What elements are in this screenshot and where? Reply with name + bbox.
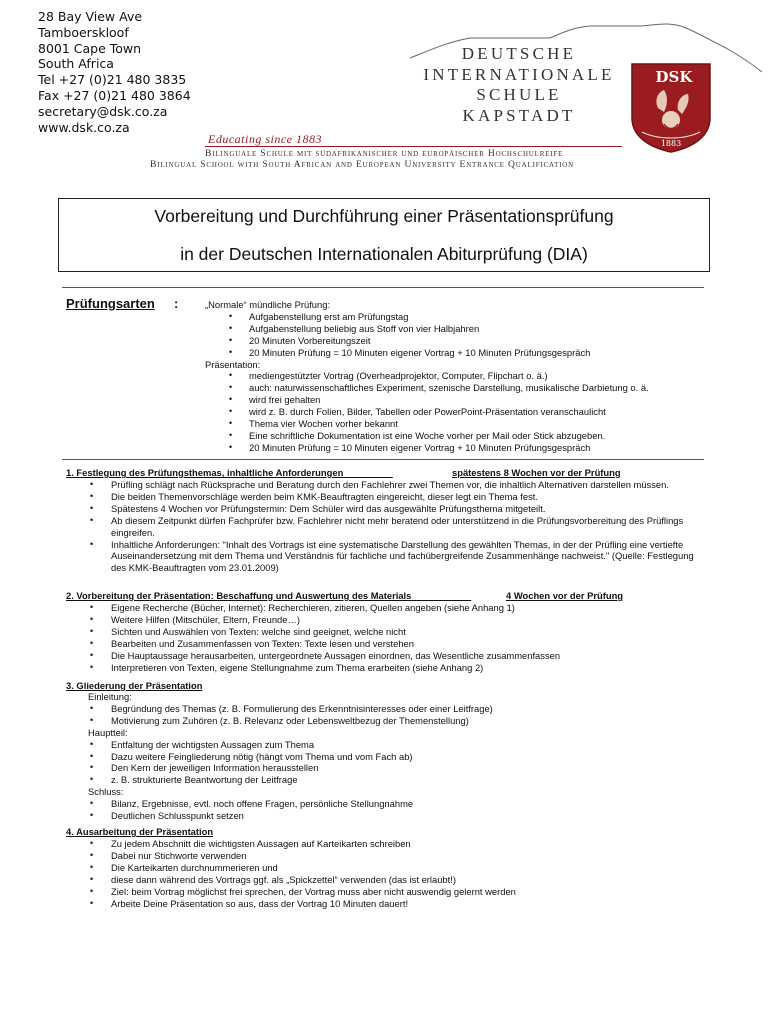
section3-heading: 3. Gliederung der Präsentation: [66, 680, 203, 691]
school-name-line: INTERNATIONALE: [423, 64, 615, 84]
address-phone: Tel +27 (0)21 480 3835: [38, 72, 187, 88]
pruefungsarten-content: [205, 299, 649, 454]
address-country: South Africa: [38, 56, 114, 72]
address-city: 8001 Cape Town: [38, 40, 142, 56]
schluss-label: Schluss:: [88, 786, 124, 798]
list-item: • Die Hauptaussage herausarbeiten, untergeordnete Aussagen einordnen, das Wesentliche zusammenfassen: [111, 650, 560, 662]
address-email: secretary@dsk.co.za: [38, 103, 168, 119]
header-divider: [205, 146, 622, 147]
list-item: • Eigene Recherche (Bücher, Internet): Recherchieren, zitieren, Quellen angeben (siehe Anhang 1): [111, 602, 560, 614]
list-item: • mediengestützter Vortrag (Overheadprojektor, Computer, Flipchart o. ä.): [249, 370, 649, 382]
list-item: • Motivierung zum Zuhören (z. B. Relevanz oder Lebensweltbezug der Themenstellung): [111, 715, 493, 727]
crest-year: 1883: [660, 139, 682, 148]
school-address: [38, 9, 191, 135]
section4-heading: 4. Ausarbeitung der Präsentation: [66, 826, 214, 837]
list-item: • Bearbeiten und Zusammenfassen von Texten: Texte lesen und verstehen: [111, 638, 560, 650]
school-name-line: KAPSTADT: [462, 105, 576, 125]
section-divider: [62, 287, 704, 288]
list-item: • Die beiden Themenvorschläge werden beim KMK-Beauftragten eingereicht, dieser legt ein Thema fest.: [111, 491, 705, 503]
hauptteil-label: Hauptteil:: [88, 726, 128, 738]
presentation-title: Präsentation:: [205, 358, 261, 370]
address-district: Tamboerskloof: [38, 24, 129, 40]
list-item: • Zu jedem Abschnitt die wichtigsten Aussagen auf Karteikarten schreiben: [111, 838, 516, 850]
section1-deadline: spätestens 8 Wochen vor der Prüfung: [452, 467, 621, 478]
pruefungsarten-label: Prüfungsarten: [66, 296, 155, 311]
section4-list: [111, 838, 516, 909]
list-item: • Bilanz, Ergebnisse, evtl. noch offene Fragen, persönliche Stellungnahme: [111, 798, 493, 810]
school-slogan: Educating since 1883: [208, 132, 322, 146]
list-item: • Aufgabenstellung erst am Prüfungstag: [249, 311, 649, 323]
pruefungsarten-colon: :: [174, 296, 179, 311]
section2-content: [66, 602, 560, 673]
section4-content: [66, 838, 516, 909]
list-item: • Interpretieren von Texten, eigene Stellungnahme zum Thema erarbeiten (siehe Anhang 2): [111, 662, 560, 674]
document-title-box: [58, 198, 710, 272]
subtitle-english: Bilingual School with South African and European University Entrance Qualification: [150, 159, 574, 170]
list-item: • Begründung des Themas (z. B. Formulierung des Erkenntnisinteresses oder einer Leitfrage): [111, 703, 493, 715]
list-item: • Prüfling schlägt nach Rücksprache und Beratung durch den Fachlehrer zwei Themen vor, die inhaltlich Alternativen darstellen müssen.: [111, 479, 705, 491]
list-item: • z. B. strukturierte Beantwortung der Leitfrage: [111, 774, 493, 786]
hauptteil-list: [111, 739, 493, 787]
list-item: • Ab diesem Zeitpunkt dürfen Fachprüfer bzw. Fachlehrer nicht mehr beratend oder unterstützend in die Prüfungsvorbereitung des Prüflings eingreifen.: [111, 515, 705, 539]
section1-heading: 1. Festlegung des Prüfungsthemas, inhaltliche Anforderungen: [66, 467, 344, 478]
list-item: • 20 Minuten Vorbereitungszeit: [249, 335, 649, 347]
crest-text: DSK: [655, 68, 693, 86]
school-name-line: SCHULE: [476, 85, 562, 104]
list-item: • Dazu weitere Feingliederung nötig (hängt vom Thema und vom Fach ab): [111, 751, 493, 763]
document-title-line2: in der Deutschen Internationalen Abiturprüfung (DIA): [180, 244, 588, 264]
list-item: • Deutlichen Schlusspunkt setzen: [111, 810, 493, 822]
section2-deadline: 4 Wochen vor der Prüfung: [506, 590, 624, 601]
address-fax: Fax +27 (0)21 480 3864: [38, 87, 191, 103]
list-item: • Sichten und Auswählen von Texten: welche sind geeignet, welche nicht: [111, 626, 560, 638]
presentation-list: [249, 370, 649, 453]
list-item: • Entfaltung der wichtigsten Aussagen zum Thema: [111, 739, 493, 751]
list-item: • wird frei gehalten: [249, 394, 649, 406]
list-item: • Weitere Hilfen (Mitschüler, Eltern, Freunde…): [111, 614, 560, 626]
list-item: • Die Karteikarten durchnummerieren und: [111, 862, 516, 874]
section2-list: [111, 602, 560, 673]
address-website: www.dsk.co.za: [38, 119, 130, 135]
list-item: • Eine schriftliche Dokumentation ist eine Woche vorher per Mail oder Stick abzugeben.: [249, 430, 649, 442]
list-item: • Den Kern der jeweiligen Information herausstellen: [111, 762, 493, 774]
schluss-list: [111, 798, 493, 822]
list-item: • wird z. B. durch Folien, Bilder, Tabellen oder PowerPoint-Präsentation veranschaulicht: [249, 406, 649, 418]
list-item: • auch: naturwissenschaftliches Experiment, szenische Darstellung, musikalische Darbietung o. ä.: [249, 382, 649, 394]
einleitung-label: Einleitung:: [88, 691, 132, 702]
list-item: • Arbeite Deine Präsentation so aus, dass der Vortrag 10 Minuten dauert!: [111, 898, 516, 910]
section3-content: [66, 691, 493, 822]
section-divider: [62, 459, 704, 460]
list-item: • Thema vier Wochen vorher bekannt: [249, 418, 649, 430]
dsk-crest-logo: [628, 60, 714, 154]
einleitung-list: [111, 703, 493, 727]
subtitle-german: Bilinguale Schule mit südafrikanischer und europäischer Hochschulreife: [205, 148, 564, 159]
list-item: • diese dann während des Vortrags ggf. als „Spickzettel“ verwenden (das ist erlaubt!): [111, 874, 516, 886]
list-item: • Aufgabenstellung beliebig aus Stoff von vier Halbjahren: [249, 323, 649, 335]
school-name-line: DEUTSCHE: [461, 44, 577, 63]
list-item: • 20 Minuten Prüfung = 10 Minuten eigener Vortrag + 10 Minuten Prüfungsgespräch: [249, 442, 649, 454]
list-item: • Inhaltliche Anforderungen: "Inhalt des Vortrags ist eine systematische Darstellung des gewählten Themas, in der der Prüfling eine vertiefte Auseinandersetzung mit dem Thema und Verständnis für fachliche und fachübergreifende Zusammenhänge nachweist." (Quelle: Festlegung des KMK-Beauftragten vom 23.01.2009): [111, 539, 705, 575]
document-title-line1: Vorbereitung und Durchführung einer Präsentationsprüfung: [154, 206, 614, 226]
list-item: • Spätestens 4 Wochen vor Prüfungstermin: Dem Schüler wird das ausgewählte Prüfungsthema mitgeteilt.: [111, 503, 705, 515]
section2-heading: 2. Vorbereitung der Präsentation: Beschaffung und Auswertung des Materials: [66, 590, 412, 601]
school-name: [410, 44, 628, 126]
list-item: • 20 Minuten Prüfung = 10 Minuten eigener Vortrag + 10 Minuten Prüfungsgespräch: [249, 347, 649, 359]
section1-list: [111, 479, 705, 574]
normal-exam-list: [249, 311, 649, 359]
address-street: 28 Bay View Ave: [38, 9, 143, 24]
list-item: • Ziel: beim Vortrag möglichst frei sprechen, der Vortrag muss aber nicht auswendig gelernt werden: [111, 886, 516, 898]
list-item: • Dabei nur Stichworte verwenden: [111, 850, 516, 862]
section1-content: [66, 479, 705, 574]
normal-exam-title: „Normale“ mündliche Prüfung:: [205, 299, 331, 310]
